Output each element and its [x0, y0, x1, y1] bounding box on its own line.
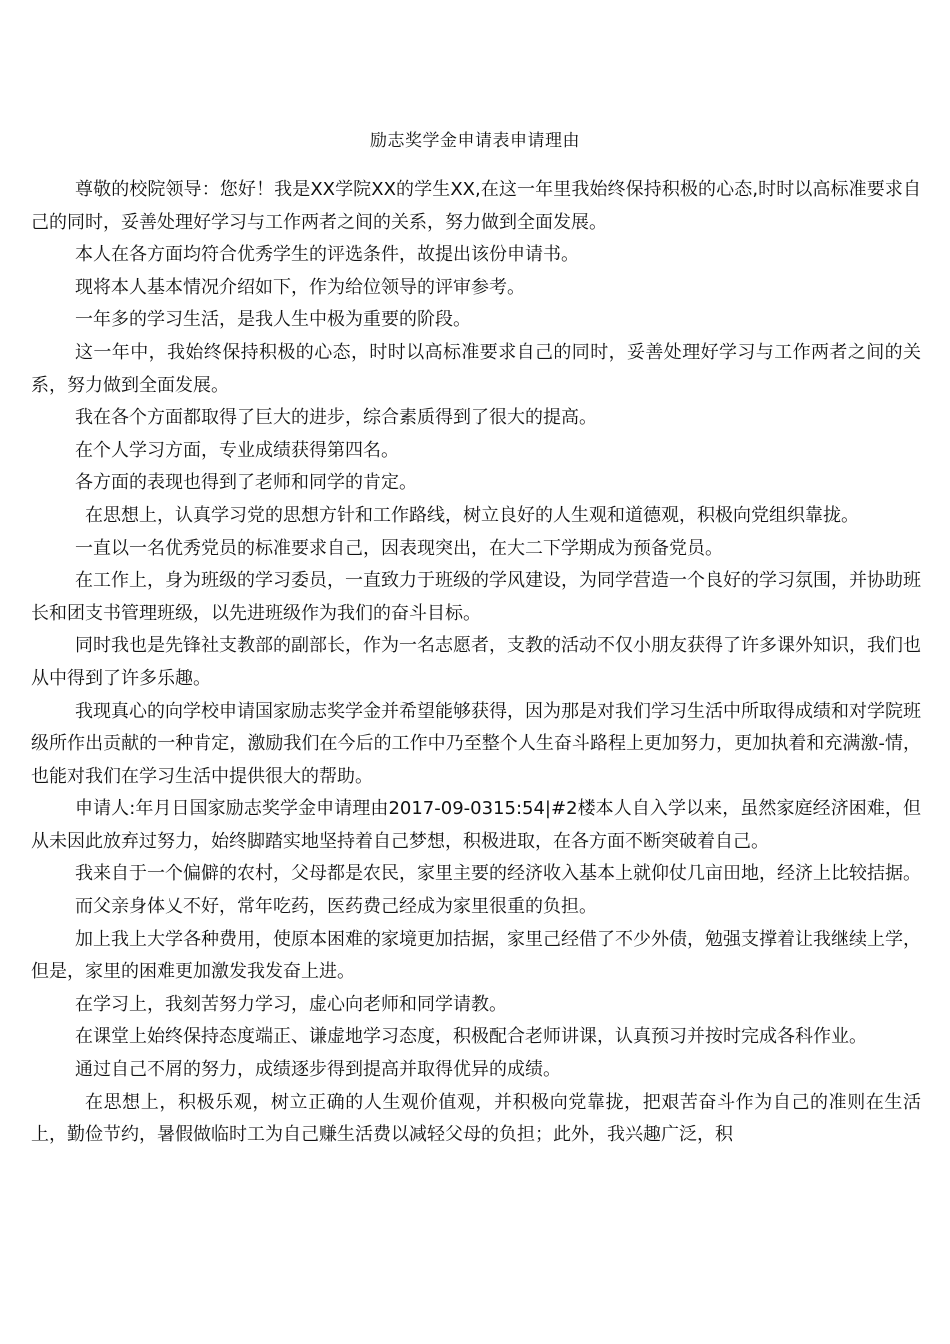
paragraph: 现将本人基本情况介绍如下，作为给位领导的评审参考。 [75, 276, 525, 298]
document-body [31, 174, 921, 1152]
paragraph: 一直以一名优秀党员的标准要求自己，因表现突出，在大二下学期成为预备党员。 [75, 537, 723, 559]
paragraph: 申请人:年月日国家励志奖学金申请理由2017-09-0315:54|#2楼本人自入学以来，虽然家庭经济困难，但从未因此放弃过努力，始终脚踏实地坚持着自己梦想，积极进取，在各方面不断突破着自己。 [31, 798, 921, 852]
paragraph: 这一年中，我始终保持积极的心态，时时以高标准要求自己的同时，妥善处理好学习与工作两者之间的关系，努力做到全面发展。 [31, 341, 921, 396]
paragraph: 加上我上大学各种费用，使原本困难的家境更加拮据，家里己经借了不少外债，勉强支撑着让我继续上学，但是，家里的困难更加激发我发奋上进。 [31, 928, 921, 983]
paragraph: 尊敬的校院领导：您好！我是XX学院XX的学生XX,在这一年里我始终保持积极的心态,时时以高标准要求自己的同时，妥善处理好学习与工作两者之间的关系，努力做到全面发展。 [31, 179, 921, 233]
paragraph: 一年多的学习生活，是我人生中极为重要的阶段。 [75, 309, 471, 331]
paragraph: 在思想上，积极乐观，树立正确的人生观价值观，并积极向党靠拢，把艰苦奋斗作为自己的准则在生活上，勤俭节约，暑假做临时工为自己赚生活费以减轻父母的负担；此外，我兴趣广泛，积 [31, 1091, 921, 1146]
paragraph: 而父亲身体乂不好，常年吃药，医药费己经成为家里很重的负担。 [75, 896, 597, 918]
paragraph: 在学习上，我刻苦努力学习，虚心向老师和同学请教。 [75, 993, 507, 1015]
paragraph: 我在各个方面都取得了巨大的进步，综合素质得到了很大的提高。 [75, 407, 597, 429]
paragraph: 我来自于一个偏僻的农村，父母都是农民，家里主要的经济收入基本上就仰仗几亩田地，经济上比较拮据。 [75, 863, 921, 885]
paragraph: 本人在各方面均符合优秀学生的评选条件，故提出该份申请书。 [75, 244, 579, 266]
paragraph: 在思想上，认真学习党的思想方针和工作路线，树立良好的人生观和道德观，积极向党组织靠拢。 [85, 504, 859, 526]
paragraph: 同时我也是先锋社支教部的副部长，作为一名志愿者，支教的活动不仅小朋友获得了许多课外知识，我们也从中得到了许多乐趣。 [31, 635, 921, 689]
paragraph: 我现真心的向学校申请国家励志奖学金并希望能够获得，因为那是对我们学习生活中所取得成绩和对学院班级所作出贡献的一种肯定，激励我们在今后的工作中乃至整个人生奋斗路程上更加努力，更加执着和充满激-情，也能对我们在学习生活中提供很大的帮助。 [31, 700, 921, 787]
paragraph: 在个人学习方面，专业成绩获得第四名。 [75, 439, 399, 461]
paragraph: 各方面的表现也得到了老师和同学的肯定。 [75, 472, 417, 494]
paragraph: 在课堂上始终保持态度端正、谦虚地学习态度，积极配合老师讲课，认真预习并按时完成各科作业。 [75, 1026, 867, 1048]
paragraph: 通过自己不屑的努力，成绩逐步得到提高并取得优异的成绩。 [75, 1059, 561, 1081]
document-title: 励志奖学金申请表申请理由 [370, 131, 580, 151]
paragraph: 在工作上，身为班级的学习委员，一直致力于班级的学风建设，为同学营造一个良好的学习氛围，并协助班长和团支书管理班级，以先进班级作为我们的奋斗目标。 [31, 570, 921, 624]
